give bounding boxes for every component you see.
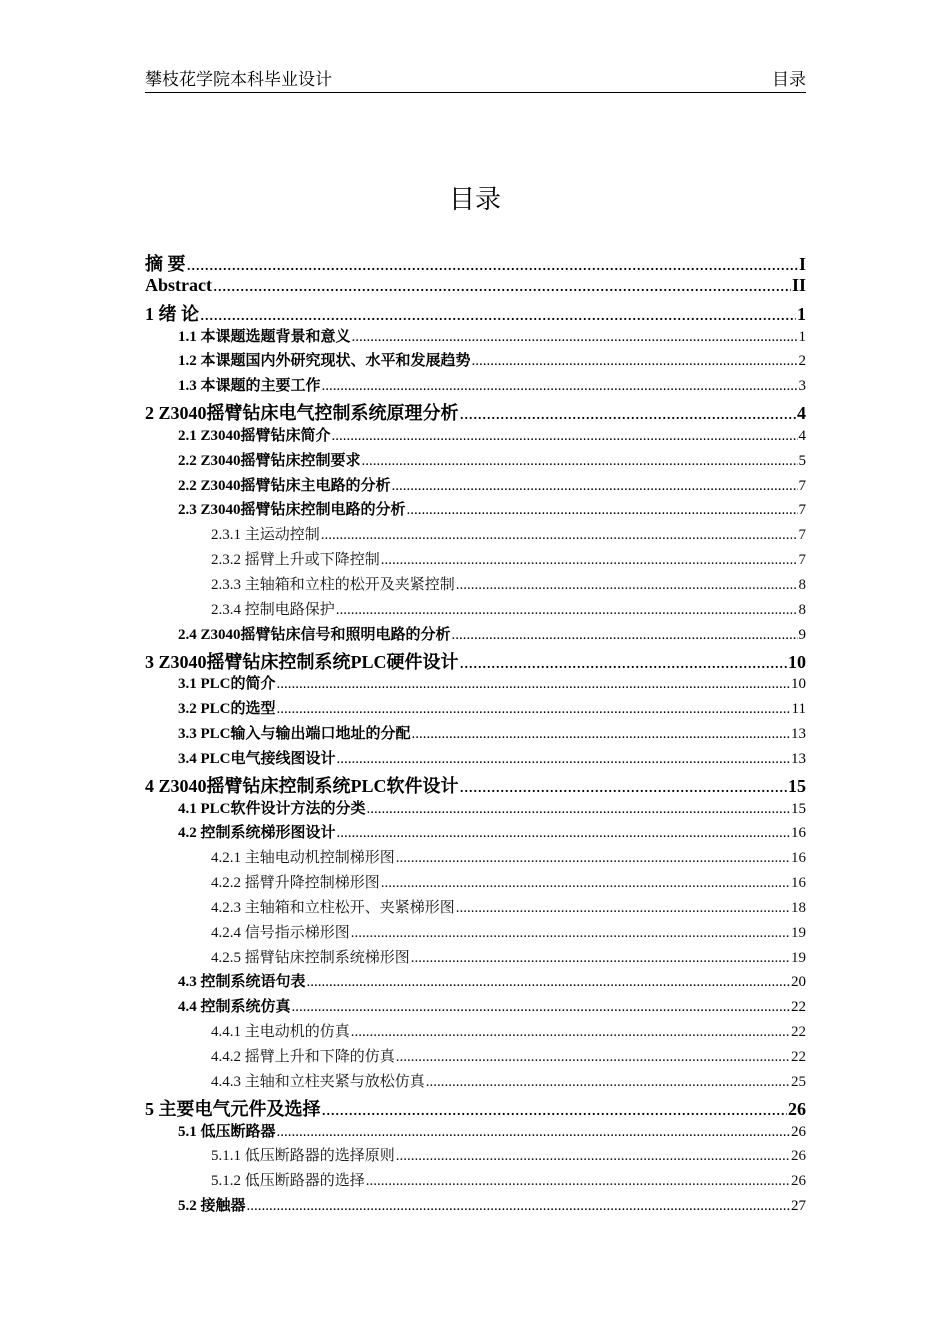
toc-entry-label: 5.1.1 低压断路器的选择原则 bbox=[211, 1148, 395, 1165]
toc-entry-page: I bbox=[798, 254, 806, 274]
toc-entry-label: 1.3 本课题的主要工作 bbox=[178, 378, 321, 395]
toc-entry[interactable] bbox=[145, 1169, 806, 1194]
toc-leader-dots bbox=[412, 726, 790, 743]
toc-entry-page: 20 bbox=[791, 974, 806, 991]
toc-entry-page: 9 bbox=[798, 626, 806, 643]
toc-entry-page: 25 bbox=[791, 1073, 806, 1090]
toc-entry[interactable] bbox=[145, 846, 806, 871]
toc-entry-page: 27 bbox=[791, 1198, 806, 1215]
toc-entry[interactable] bbox=[145, 1120, 806, 1145]
toc-leader-dots bbox=[213, 275, 791, 296]
toc-leader-dots bbox=[351, 1024, 790, 1041]
toc-entry-label: 3.2 PLC的选型 bbox=[178, 701, 276, 718]
toc-entry[interactable] bbox=[145, 275, 806, 300]
toc-entry[interactable] bbox=[145, 250, 806, 275]
toc-leader-dots bbox=[332, 428, 798, 445]
toc-entry-page: 16 bbox=[791, 875, 806, 892]
toc-entry-label: 3.4 PLC电气接线图设计 bbox=[178, 750, 336, 767]
toc-entry-label: 5.1.2 低压断路器的选择 bbox=[211, 1173, 365, 1190]
header-section-title: 目录 bbox=[772, 70, 806, 89]
toc-entry-page: 10 bbox=[791, 676, 806, 693]
toc-entry-label: 1 绪 论 bbox=[145, 303, 199, 324]
toc-entry-label: 2.2 Z3040摇臂钻床主电路的分析 bbox=[178, 477, 391, 494]
toc-entry-label: 2.3.2 摇臂上升或下降控制 bbox=[211, 552, 380, 569]
toc-entry-page: 7 bbox=[798, 477, 806, 494]
toc-entry[interactable] bbox=[145, 1070, 806, 1095]
page-header bbox=[145, 68, 806, 93]
toc-entry-label: 4.2.4 信号指示梯形图 bbox=[211, 924, 350, 941]
toc-entry-label: 1.2 本课题国内外研究现状、水平和发展趋势 bbox=[178, 353, 471, 370]
toc-entry-page: 10 bbox=[788, 651, 806, 672]
toc-leader-dots bbox=[456, 577, 798, 594]
toc-leader-dots bbox=[337, 825, 790, 842]
toc-entry[interactable] bbox=[145, 871, 806, 896]
toc-entry-page: 15 bbox=[788, 775, 806, 796]
toc-leader-dots bbox=[460, 403, 796, 424]
toc-entry[interactable] bbox=[145, 1095, 806, 1120]
toc-entry[interactable] bbox=[145, 424, 806, 449]
toc-entry[interactable] bbox=[145, 995, 806, 1020]
toc-entry-page: 22 bbox=[791, 1024, 806, 1041]
toc-entry-page: 26 bbox=[791, 1123, 806, 1140]
toc-entry-page: 5 bbox=[798, 452, 806, 469]
toc-entry[interactable] bbox=[145, 1045, 806, 1070]
toc-entry-label: 4.3 控制系统语句表 bbox=[178, 974, 306, 991]
toc-entry-page: 13 bbox=[791, 726, 806, 743]
toc-leader-dots bbox=[452, 627, 798, 644]
toc-entry-page: 7 bbox=[798, 502, 806, 519]
toc-entry-label: 4.2.2 摇臂升降控制梯形图 bbox=[211, 875, 380, 892]
table-of-contents bbox=[145, 250, 806, 1219]
toc-entry-page: 11 bbox=[791, 701, 806, 718]
toc-entry-page: 8 bbox=[798, 601, 806, 618]
toc-entry-page: 22 bbox=[791, 1049, 806, 1065]
toc-entry-page: 26 bbox=[791, 1173, 806, 1190]
toc-entry[interactable] bbox=[145, 474, 806, 499]
toc-entry[interactable] bbox=[145, 548, 806, 573]
toc-entry-page: 22 bbox=[791, 999, 806, 1016]
toc-entry-label: 4.1 PLC软件设计方法的分类 bbox=[178, 800, 366, 817]
toc-leader-dots bbox=[277, 701, 791, 718]
toc-leader-dots bbox=[336, 602, 798, 619]
toc-leader-dots bbox=[411, 950, 790, 967]
toc-entry[interactable] bbox=[145, 821, 806, 846]
toc-leader-dots bbox=[200, 304, 796, 325]
toc-entry[interactable] bbox=[145, 1194, 806, 1219]
toc-leader-dots bbox=[307, 974, 790, 991]
toc-leader-dots bbox=[460, 652, 787, 673]
toc-leader-dots bbox=[277, 1124, 790, 1141]
toc-entry[interactable] bbox=[145, 623, 806, 648]
toc-entry-page: 7 bbox=[798, 552, 806, 569]
header-school-title: 攀枝花学院本科毕业设计 bbox=[145, 70, 332, 89]
toc-entry[interactable] bbox=[145, 896, 806, 921]
toc-entry-label: 4.4.1 主电动机的仿真 bbox=[211, 1024, 350, 1041]
toc-leader-dots bbox=[322, 378, 798, 395]
toc-entry[interactable] bbox=[145, 921, 806, 946]
toc-leader-dots bbox=[352, 329, 798, 346]
toc-entry[interactable] bbox=[145, 598, 806, 623]
toc-leader-dots bbox=[322, 1099, 788, 1120]
toc-leader-dots bbox=[367, 801, 790, 818]
toc-entry-label: 2.3.4 控制电路保护 bbox=[211, 601, 335, 618]
toc-leader-dots bbox=[396, 1148, 790, 1165]
toc-entry-page: 19 bbox=[791, 949, 806, 966]
toc-entry-label: Abstract bbox=[145, 274, 212, 295]
toc-entry-page: 7 bbox=[798, 527, 806, 544]
toc-entry-label: 4.4.2 摇臂上升和下降的仿真 bbox=[211, 1049, 395, 1065]
toc-leader-dots bbox=[426, 1074, 790, 1091]
toc-entry-page: 1 bbox=[798, 328, 806, 345]
toc-entry-label: 3 Z3040摇臂钻床控制系统PLC硬件设计 bbox=[145, 651, 459, 672]
toc-entry-label: 4.4 控制系统仿真 bbox=[178, 999, 291, 1016]
toc-entry-label: 5.2 接触器 bbox=[178, 1198, 246, 1215]
toc-entry-label: 4.2.3 主轴箱和立柱松开、夹紧梯形图 bbox=[211, 899, 455, 916]
toc-entry[interactable] bbox=[145, 449, 806, 474]
toc-leader-dots bbox=[396, 850, 790, 867]
toc-leader-dots bbox=[277, 676, 790, 693]
toc-leader-dots bbox=[337, 751, 790, 768]
toc-leader-dots bbox=[351, 925, 790, 942]
toc-leader-dots bbox=[460, 776, 787, 797]
toc-entry-label: 4.2.1 主轴电动机控制梯形图 bbox=[211, 850, 395, 867]
toc-leader-dots bbox=[366, 1173, 790, 1190]
toc-leader-dots bbox=[392, 478, 798, 495]
toc-entry[interactable] bbox=[145, 1144, 806, 1169]
toc-entry-page: 4 bbox=[798, 427, 806, 444]
toc-entry-label: 4.4.3 主轴和立柱夹紧与放松仿真 bbox=[211, 1073, 425, 1090]
toc-entry-label: 2.3 Z3040摇臂钻床控制电路的分析 bbox=[178, 502, 406, 519]
toc-entry-page: 8 bbox=[798, 576, 806, 593]
toc-entry-page: 19 bbox=[791, 924, 806, 941]
toc-entry[interactable] bbox=[145, 970, 806, 995]
toc-entry[interactable] bbox=[145, 374, 806, 399]
toc-entry[interactable] bbox=[145, 797, 806, 822]
toc-entry[interactable] bbox=[145, 747, 806, 772]
toc-leader-dots bbox=[381, 552, 798, 569]
toc-entry[interactable] bbox=[145, 1020, 806, 1045]
toc-entry-label: 2 Z3040摇臂钻床电气控制系统原理分析 bbox=[145, 403, 459, 424]
toc-entry[interactable] bbox=[145, 523, 806, 548]
toc-leader-dots bbox=[321, 527, 798, 544]
toc-leader-dots bbox=[396, 1049, 790, 1066]
toc-entry-label: 2.3.1 主运动控制 bbox=[211, 527, 320, 544]
page-title: 目录 bbox=[448, 185, 501, 214]
toc-entry-page: 26 bbox=[788, 1098, 806, 1119]
toc-leader-dots bbox=[362, 453, 798, 470]
toc-leader-dots bbox=[247, 1198, 790, 1215]
toc-entry[interactable] bbox=[145, 772, 806, 797]
toc-entry[interactable] bbox=[145, 648, 806, 673]
toc-entry-label: 4.2.5 摇臂钻床控制系统梯形图 bbox=[211, 949, 410, 966]
toc-entry[interactable] bbox=[145, 722, 806, 747]
toc-entry[interactable] bbox=[145, 325, 806, 350]
toc-entry[interactable] bbox=[145, 672, 806, 697]
toc-entry[interactable] bbox=[145, 697, 806, 722]
toc-entry-page: 1 bbox=[797, 303, 806, 324]
toc-entry-page: 18 bbox=[791, 899, 806, 916]
toc-entry-page: 2 bbox=[798, 353, 806, 370]
toc-entry-label: 4 Z3040摇臂钻床控制系统PLC软件设计 bbox=[145, 775, 459, 796]
toc-entry-page: 16 bbox=[791, 850, 806, 867]
toc-entry[interactable] bbox=[145, 573, 806, 598]
toc-entry-label: 5.1 低压断路器 bbox=[178, 1123, 276, 1140]
toc-leader-dots bbox=[187, 254, 798, 275]
toc-entry-label: 4.2 控制系统梯形图设计 bbox=[178, 825, 336, 842]
toc-entry-label: 5 主要电气元件及选择 bbox=[145, 1098, 321, 1119]
toc-entry-page: 15 bbox=[791, 800, 806, 817]
toc-entry[interactable] bbox=[145, 946, 806, 971]
toc-leader-dots bbox=[407, 502, 798, 519]
toc-entry-label: 3.3 PLC输入与输出端口地址的分配 bbox=[178, 726, 411, 743]
toc-leader-dots bbox=[381, 875, 790, 892]
toc-entry-label: 2.4 Z3040摇臂钻床信号和照明电路的分析 bbox=[178, 626, 451, 643]
toc-entry-label: 摘 要 bbox=[145, 254, 186, 274]
toc-entry-page: II bbox=[791, 274, 806, 295]
toc-entry-label: 2.3.3 主轴箱和立柱的松开及夹紧控制 bbox=[211, 576, 455, 593]
toc-entry[interactable] bbox=[145, 300, 806, 325]
toc-entry-label: 2.2 Z3040摇臂钻床控制要求 bbox=[178, 452, 361, 469]
toc-entry-page: 3 bbox=[798, 378, 806, 395]
toc-entry-label: 1.1 本课题选题背景和意义 bbox=[178, 328, 351, 345]
toc-entry-label: 2.1 Z3040摇臂钻床简介 bbox=[178, 427, 331, 444]
toc-entry-page: 4 bbox=[797, 403, 806, 424]
toc-entry[interactable] bbox=[145, 498, 806, 523]
toc-leader-dots bbox=[292, 999, 790, 1016]
toc-leader-dots bbox=[472, 353, 798, 370]
toc-entry-page: 26 bbox=[791, 1148, 806, 1165]
toc-entry[interactable] bbox=[145, 399, 806, 424]
toc-leader-dots bbox=[456, 900, 790, 917]
toc-entry-label: 3.1 PLC的简介 bbox=[178, 676, 276, 693]
toc-entry[interactable] bbox=[145, 349, 806, 374]
toc-entry-page: 13 bbox=[791, 750, 806, 767]
toc-entry-page: 16 bbox=[791, 825, 806, 842]
